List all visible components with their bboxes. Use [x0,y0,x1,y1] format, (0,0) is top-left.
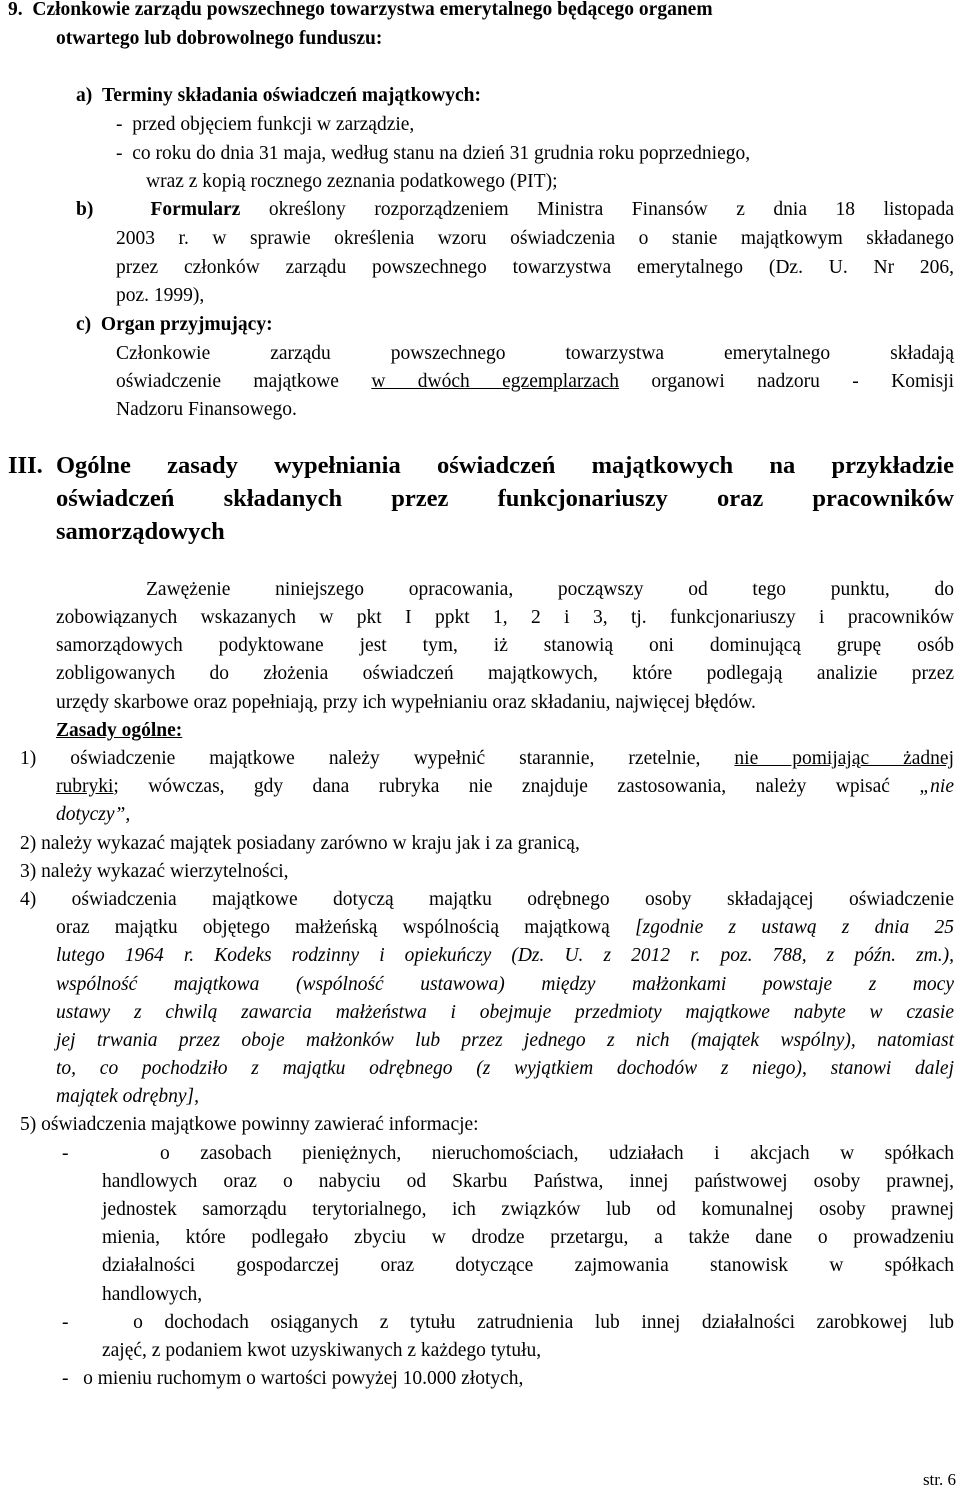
rule-4-line-5: ustawy z chwilą zawarcia małżeństwa i obejmuje przedmioty majątkowe nabyte w czasie [56,1002,954,1023]
item-c-heading: c) Organ przyjmujący: [76,314,273,335]
rule-1-line-3: dotyczy”, [56,804,131,825]
section-3-title-line-3: samorządowych [56,518,225,545]
item-b-line-3: przez członków zarządu powszechnego towarzystwa emerytalnego (Dz. U. Nr 206, [116,257,954,278]
rule-1-line-1 [20,745,954,773]
intro-line-2: zobowiązanych wskazanych w pkt I ppkt 1, 2 i 3, tj. funkcjonariuszy i pracowników [56,607,954,628]
rule-1-line-2b: ; wówczas, gdy dana rubryka nie znajduje zastosowania, należy wpisać [113,776,920,797]
rule-3: 3) należy wykazać wierzytelności, [20,861,289,882]
rule-4-line-2-italic: [zgodnie z ustawą z dnia 25 [635,917,954,938]
section-9-title-line-2: otwartego lub dobrowolnego funduszu: [56,28,383,49]
rules-heading-wrap [56,717,182,745]
intro-line-5: urzędy skarbowe oraz popełniają, przy ich wypełnianiu oraz składaniu, najwięcej błędów. [56,692,756,713]
item-c-line-2 [116,368,954,396]
intro-line-3: samorządowych podyktowane jest tym, iż stanowią oni dominującą grupę osób [56,635,954,656]
rule-1-line-2 [56,773,954,801]
rule-4-line-4: wspólność majątkowa (wspólność ustawowa) między małżonkami powstaje z mocy [56,974,954,995]
rule-5-dash-1-line-4: mienia, które podlegało zbyciu w drodze przetargu, a także dane o prowadzeniu [102,1227,954,1248]
section-9-title-line-1: 9. Członkowie zarządu powszechnego towarzystwa emerytalnego będącego organem [8,0,713,20]
intro-line-1: Zawężenie niniejszego opracowania, począwszy od tego punktu, do [146,579,954,600]
rule-5-dash-1-line-3: jednostek samorządu terytorialnego, ich związków lub od komunalnej osoby prawnej [102,1199,954,1220]
intro-line-4: zobligowanych do złożenia oświadczeń majątkowych, które podlegają analizie przez [56,663,954,684]
section-3-title-line-1: Ogólne zasady wypełniania oświadczeń majątkowych na przykładzie [56,452,954,479]
rule-4-line-7: to, co pochodziło z majątku odrębnego (z wyjątkiem dochodów z niego), stanowi dalej [56,1058,954,1079]
rule-4-line-8: majątek odrębny], [56,1086,199,1107]
rule-5-dash-1-line-2: handlowych oraz o nabyciu od Skarbu Państwa, innej państwowej osoby prawnej, [102,1171,954,1192]
item-c-line-2a: oświadczenie majątkowe [116,371,372,392]
rule-1-quote: „nie [919,776,954,797]
section-3-number: III. [8,452,43,479]
rule-5-dash-1-line-5: działalności gospodarczej oraz dotyczące zajmowania stanowisk w spółkach [102,1255,954,1276]
item-a-dash-2: - co roku do dnia 31 maja, według stanu na dzień 31 grudnia roku poprzedniego, [116,143,751,164]
page-number: str. 6 [922,1470,956,1489]
rule-4-line-6: jej trwania przez oboje małżonków lub przez jednego z nich (majątek wspólny), natomiast [56,1030,954,1051]
rule-4-line-1: 4) oświadczenia majątkowe dotyczą majątku odrębnego osoby składającej oświadczenie [20,889,954,910]
rule-1-underlined-2: rubryki [56,776,114,797]
rules-heading: Zasady ogólne: [56,720,183,741]
rule-5-dash-3: - o mieniu ruchomym o wartości powyżej 10.000 złotych, [62,1368,524,1389]
rule-4-line-3: lutego 1964 r. Kodeks rodzinny i opiekuńczy (Dz. U. z 2012 r. poz. 788, z późn. zm.), [56,945,954,966]
item-a-heading: a) Terminy składania oświadczeń majątkowych: [76,85,482,106]
item-c-line-2b: organowi nadzoru - Komisji [619,371,954,392]
rule-5-line-1: 5) oświadczenia majątkowe powinny zawierać informacje: [20,1114,479,1135]
item-c-line-1: Członkowie zarządu powszechnego towarzystwa emerytalnego składają [116,343,954,364]
rule-4-line-2 [56,914,954,942]
item-b-heading: b) Formularz [76,199,241,220]
rule-1-underlined: nie pomijając żadnej [734,748,955,769]
item-a-dash-1: - przed objęciem funkcji w zarządzie, [116,114,415,135]
item-c-underlined: w dwóch egzemplarzach [371,371,620,392]
item-b-line-4: poz. 1999), [116,285,205,306]
rule-2: 2) należy wykazać majątek posiadany zarówno w kraju jak i za granicą, [20,833,580,854]
rule-5-dash-1-line-1: - o zasobach pieniężnych, nieruchomościach, udziałach i akcjach w spółkach [62,1143,954,1164]
rule-5-dash-2-line-2: zajęć, z podaniem kwot uzyskiwanych z każdego tytułu, [102,1340,542,1361]
item-b-line-2: 2003 r. w sprawie określenia wzoru oświadczenia o stanie majątkowym składanego [116,228,954,249]
rule-4-line-2a: oraz majątku objętego małżeńską wspólnością majątkową [56,917,636,938]
item-a-dash-2-cont: wraz z kopią rocznego zeznania podatkowego (PIT); [146,171,558,192]
item-b-line-1 [76,196,954,224]
rule-5-dash-2-line-1: - o dochodach osiąganych z tytułu zatrudnienia lub innej działalności zarobkowej lub [62,1312,954,1333]
item-b-line-1-text: określony rozporządzeniem Ministra Finansów z dnia 18 listopada [268,199,954,220]
rule-5-dash-1-line-6: handlowych, [102,1284,203,1305]
rule-1-line-1a: 1) oświadczenie majątkowe należy wypełnić starannie, rzetelnie, [20,748,735,769]
item-c-line-3: Nadzoru Finansowego. [116,399,297,420]
section-3-title-line-2: oświadczeń składanych przez funkcjonariuszy oraz pracowników [56,485,954,512]
